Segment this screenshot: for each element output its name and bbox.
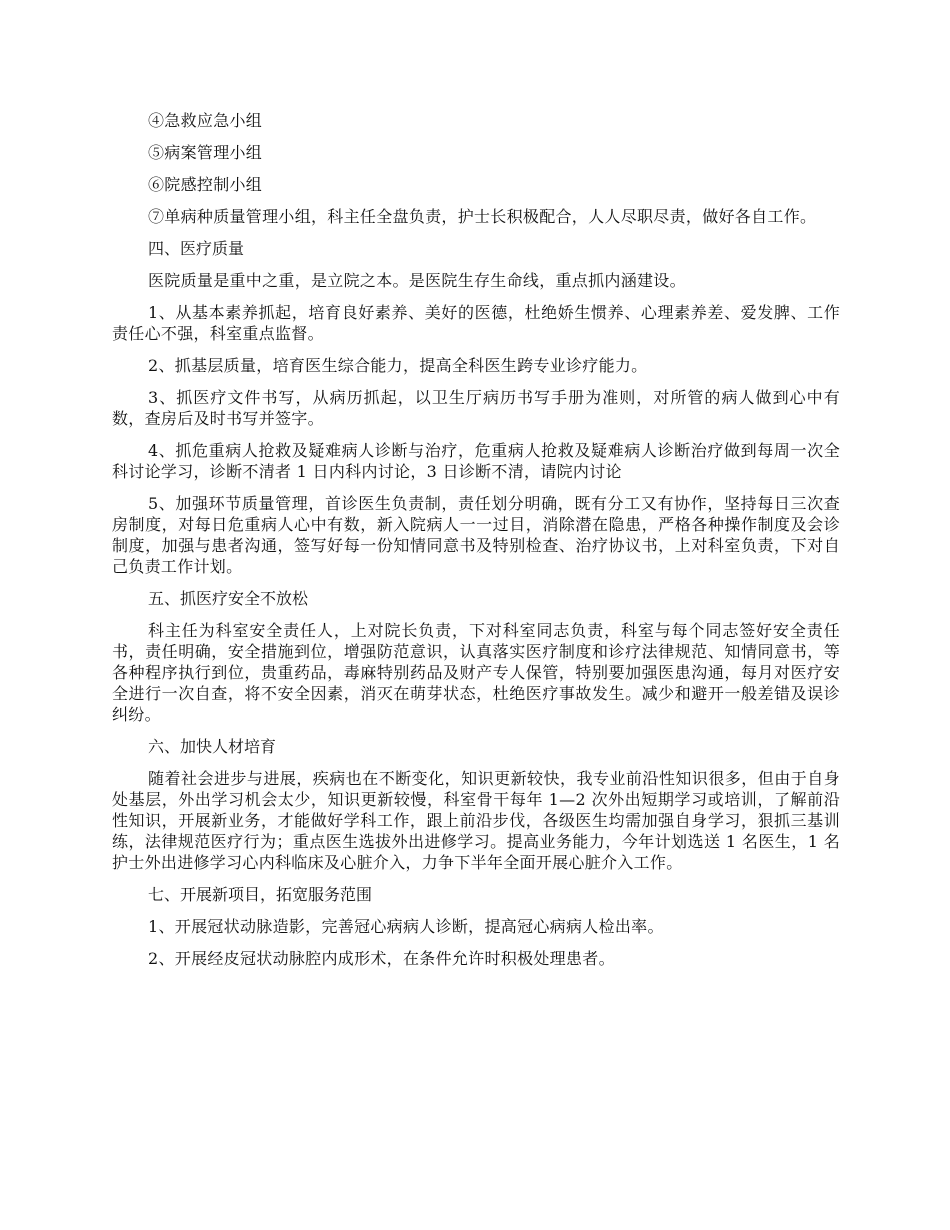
paragraph-projects-item-1: 1、开展冠状动脉造影，完善冠心病病人诊断，提高冠心病病人检出率。 (148, 917, 664, 936)
section-heading-medical-safety: 五、抓医疗安全不放松 (148, 589, 309, 608)
section-heading-new-projects: 七、开展新项目，拓宽服务范围 (148, 885, 373, 904)
paragraph-quality-item-5: 5、加强环节质量管理，首诊医生负责制，责任划分明确，既有分工又有协作，坚持每日三次查房制度，对每日危重病人心中有数，新入院病人一一过目，消除潜在隐患，严格各种操作制度及会诊制度，加强与患者沟通，签写好每一份知情同意书及特别检查、治疗协议书，上对科室负责，下对自己负责工作计划。 (112, 494, 840, 576)
paragraph-quality-item-3: 3、抓医疗文件书写，从病历抓起，以卫生厅病历书写手册为准则，对所管的病人做到心中有数，查房后及时书写并签字。 (112, 388, 840, 428)
paragraph-safety: 科主任为科室安全责任人，上对院长负责，下对科室同志负责，科室与每个同志签好安全责任书，责任明确，安全措施到位，增强防范意识，认真落实医疗制度和诊疗法律规范、知情同意书，等各种程序执行到位，贵重药品，毒麻特别药品及财产专人保管，特别要加强医患沟通，每月对医疗安全进行一次自查，将不安全因素，消灭在萌芽状态，杜绝医疗事故发生。减少和避开一般差错及误诊纠纷。 (112, 621, 840, 724)
paragraph-quality-item-4: 4、抓危重病人抢救及疑难病人诊断与治疗，危重病人抢救及疑难病人诊断治疗做到每周一次全科讨论学习，诊断不清者 1 日内科内讨论，3 日诊断不清，请院内讨论 (112, 441, 840, 481)
document-body (112, 110, 840, 980)
paragraph-talent: 随着社会进步与进展，疾病也在不断变化，知识更新较快，我专业前沿性知识很多，但由于自身处基层，外出学习机会太少，知识更新较慢，科室骨干每年 1—2 次外出短期学习或培训，了解前沿性知识，开展新业务，才能做好学科工作，跟上前沿步伐，各级医生均需加强自身学习，狠抓三基训练，法律规范医疗行为；重点医生选拔外出进修学习。提高业务能力，今年计划选送 1 名医生，1 名护士外出进修学习心内科临床及心脏介入，力争下半年全面开展心脏介入工作。 (112, 769, 840, 872)
paragraph-quality-item-2: 2、抓基层质量，培育医生综合能力，提高全科医生跨专业诊疗能力。 (148, 356, 648, 375)
list-item-emergency-group: ④急救应急小组 (148, 111, 263, 130)
list-item-records-group: ⑤病案管理小组 (148, 143, 263, 162)
section-heading-medical-quality: 四、医疗质量 (148, 239, 245, 258)
paragraph-projects-item-2: 2、开展经皮冠状动脉腔内成形术，在条件允许时积极处理患者。 (148, 949, 615, 968)
paragraph-quality-intro: 医院质量是重中之重，是立院之本。是医院生存生命线，重点抓内涵建设。 (148, 271, 686, 290)
section-heading-talent-training: 六、加快人材培育 (148, 737, 277, 756)
list-item-single-disease-group: ⑦单病种质量管理小组，科主任全盘负责，护士长积极配合，人人尽职尽责，做好各自工作。 (148, 207, 817, 226)
paragraph-quality-item-1: 1、从基本素养抓起，培育良好素养、美好的医德，杜绝娇生惯养、心理素养差、爱发脾、工作责任心不强，科室重点监督。 (112, 303, 840, 343)
list-item-infection-group: ⑥院感控制小组 (148, 175, 263, 194)
